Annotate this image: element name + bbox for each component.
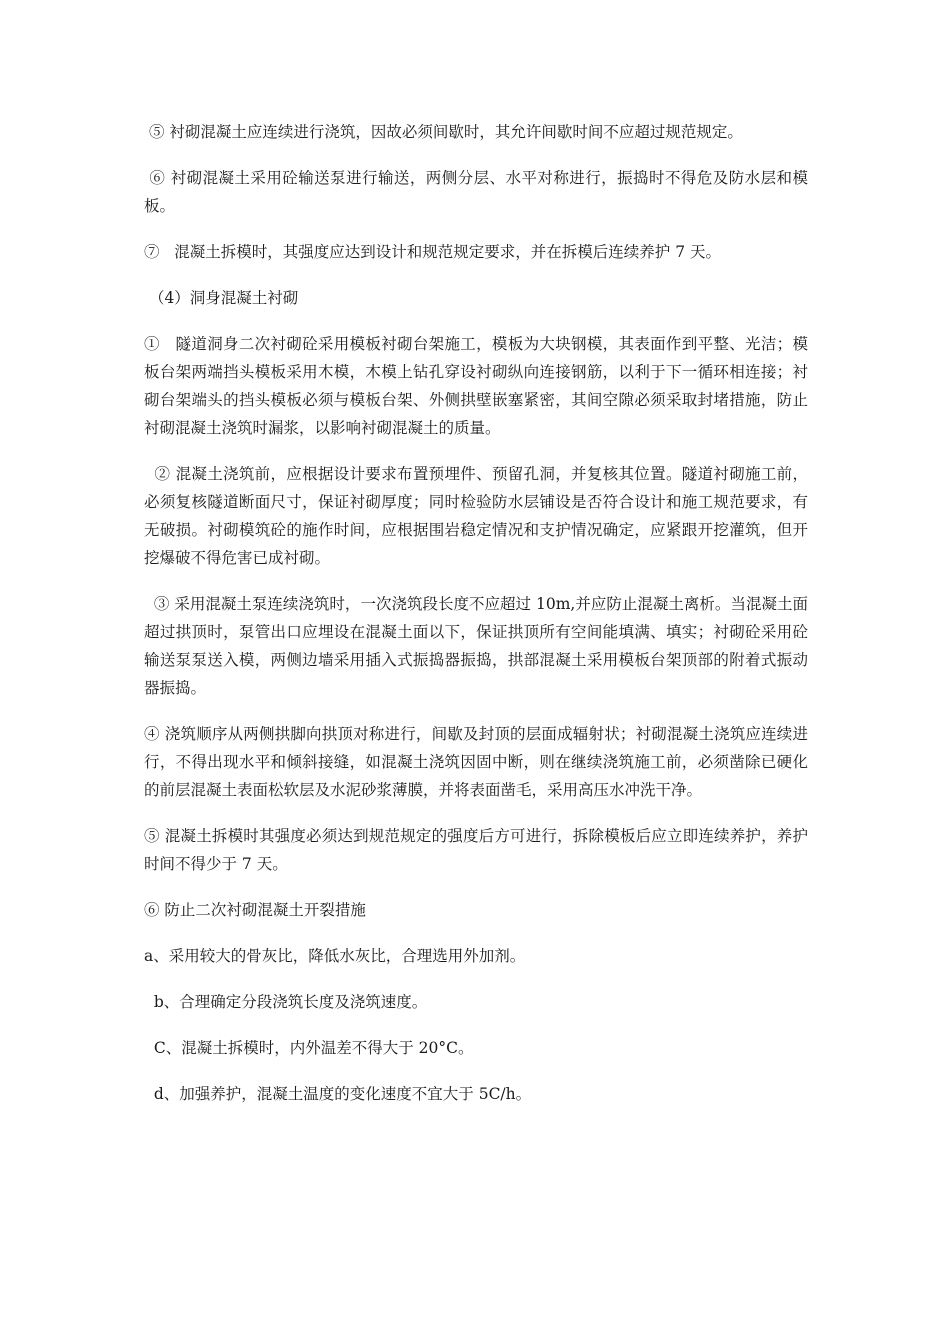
paragraph-lining-pour-continuity: ⑤ 衬砌混凝土应连续进行浇筑，因故必须间歇时，其允许间歇时间不应超过规范规定。 [144,123,743,141]
paragraph-form-removal-curing: ⑦ 混凝土拆模时，其强度应达到设计和规范规定要求，并在拆模后连续养护 7 天。 [144,243,721,261]
document-body [144,118,808,1126]
paragraph-form-removal-strength: ⑤ 混凝土拆模时其强度必须达到规范规定的强度后方可进行，拆除模板后应立即连续养护，养护时间不得少于 7 天。 [144,827,808,873]
section-heading-tunnel-body-lining: （4）洞身混凝土衬砌 [144,289,299,307]
paragraph-formwork-trolley: ① 隧道洞身二次衬砌砼采用模板衬砌台架施工，模板为大块钢模，其表面作到平整、光洁；模板台架两端挡头模板采用木模，木模上钻孔穿设衬砌纵向连接钢筋，以利于下一循环相连接；衬砌台架端头的挡头模板必须与模板台架、外侧拱壁嵌塞紧密，其间空隙必须采取封堵措施，防止衬砌混凝土浇筑时漏浆，以影响衬砌混凝土的质量。 [144,335,808,437]
list-item-aggregate-ratio: a、采用较大的骨灰比，降低水灰比，合理选用外加剂。 [144,947,526,965]
list-item-temperature-difference: C、混凝土拆模时，内外温差不得大于 20°C。 [144,1039,474,1057]
list-item-curing-rate: d、加强养护，混凝土温度的变化速度不宜大于 5C/h。 [144,1085,532,1103]
paragraph-pump-continuous-pour: ③ 采用混凝土泵连续浇筑时，一次浇筑段长度不应超过 10m,并应防止混凝土离析。当混凝土面超过拱顶时，泵管出口应埋设在混凝土面以下，保证拱顶所有空间能填满、填实；衬砌砼采用砼输送泵泵送入模，两侧边墙采用插入式振捣器振捣，拱部混凝土采用模板台架顶部的附着式振动器振捣。 [144,595,808,697]
list-item-segment-length: b、合理确定分段浇筑长度及浇筑速度。 [144,993,428,1011]
paragraph-crack-prevention-heading: ⑥ 防止二次衬砌混凝土开裂措施 [144,901,366,919]
paragraph-pour-sequence: ④ 浇筑顺序从两侧拱脚向拱顶对称进行，间歇及封顶的层面成辐射状；衬砌混凝土浇筑应连续进行，不得出现水平和倾斜接缝，如混凝土浇筑因固中断，则在继续浇筑施工前，必须凿除已硬化的前层混凝土表面松软层及水泥砂浆薄膜，并将表面凿毛，采用高压水冲洗干净。 [144,725,808,799]
paragraph-lining-pump-delivery: ⑥ 衬砌混凝土采用砼输送泵进行输送，两侧分层、水平对称进行，振捣时不得危及防水层和模板。 [144,169,808,215]
paragraph-pre-pour-checks: ② 混凝土浇筑前，应根据设计要求布置预埋件、预留孔洞，并复核其位置。隧道衬砌施工前，必须复核隧道断面尺寸，保证衬砌厚度；同时检验防水层铺设是否符合设计和施工规范要求，有无破损。衬砌模筑砼的施作时间，应根据围岩稳定情况和支护情况确定，应紧跟开挖灌筑，但开挖爆破不得危害已成衬砌。 [144,465,808,567]
